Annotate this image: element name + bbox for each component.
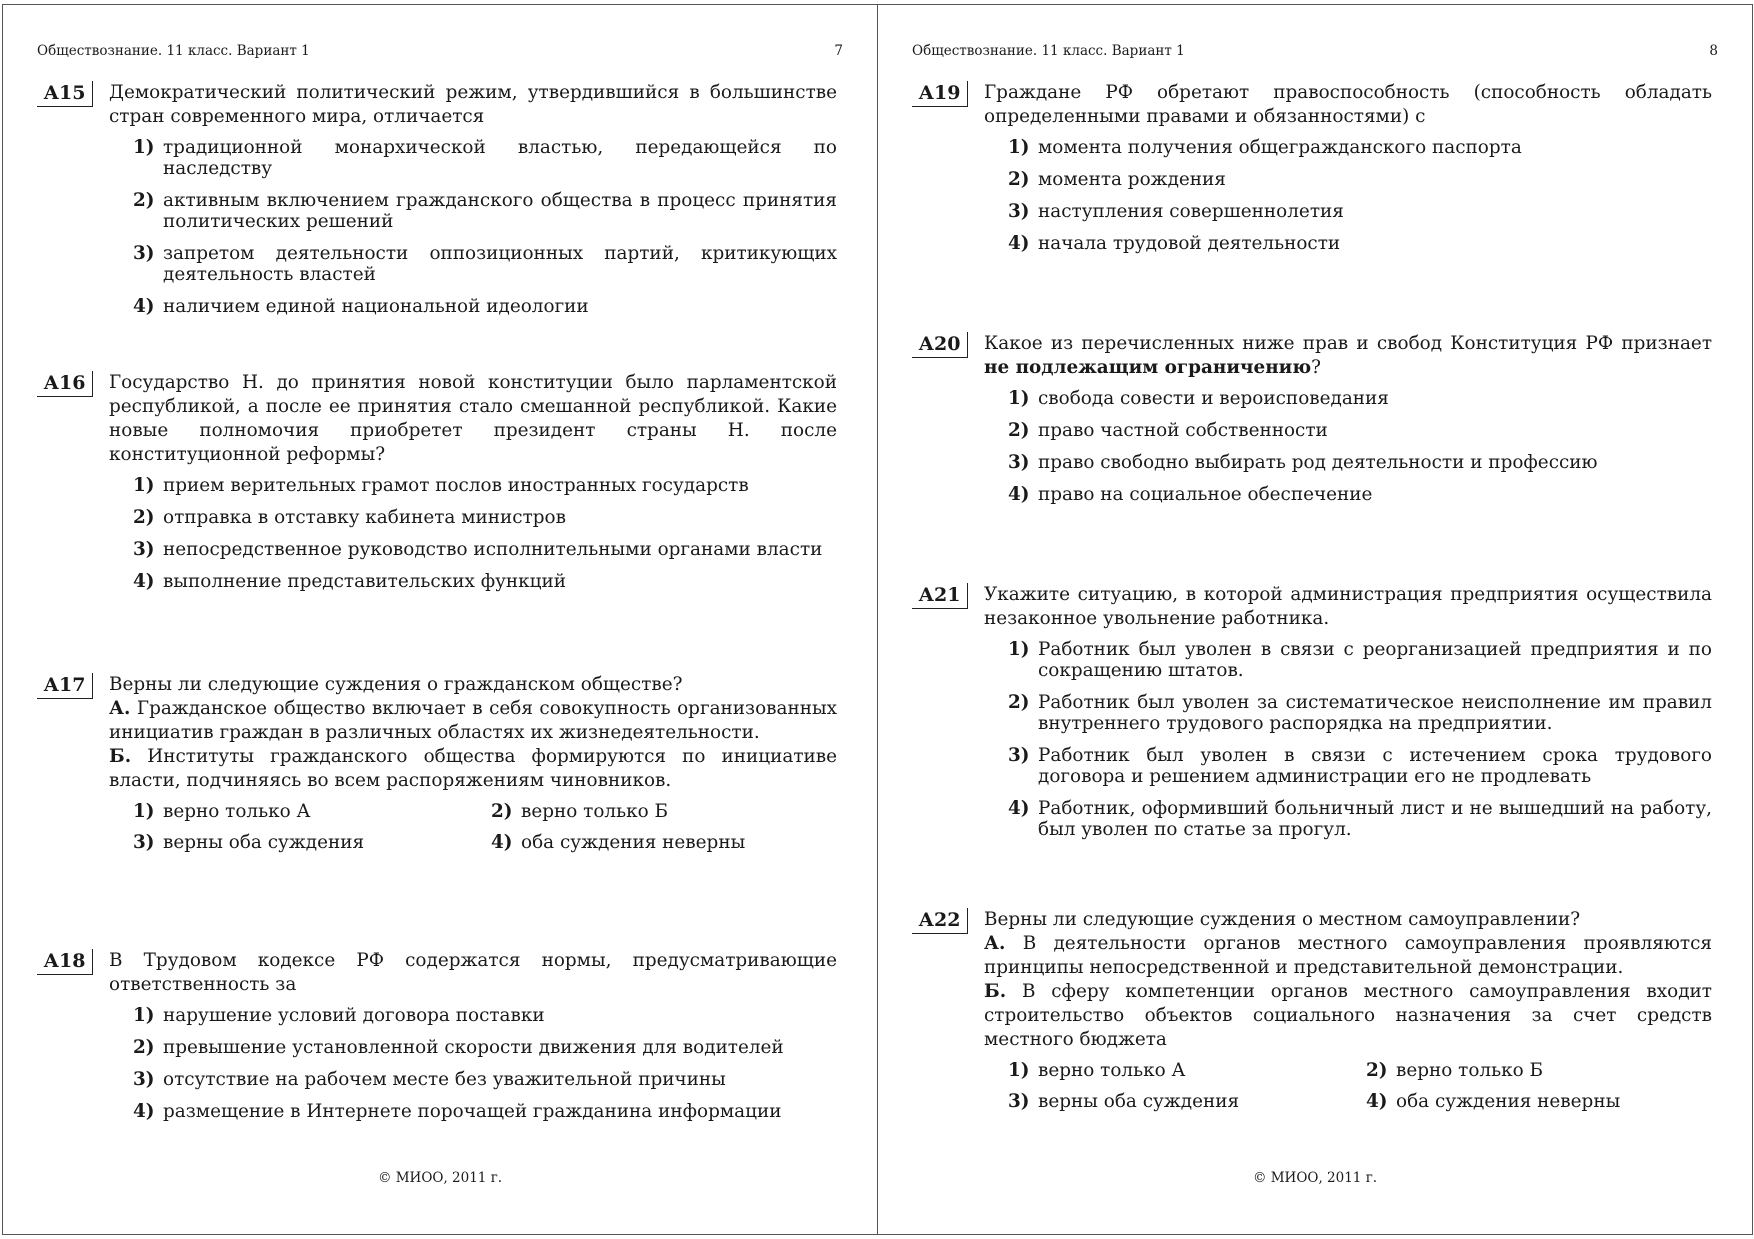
answer-option[interactable]: 1) нарушение условий договора поставки <box>133 1005 545 1026</box>
statement-b: Б. Институты гражданского общества формируются по инициативе власти, подчиняясь во всем распоряжениям чиновников. <box>109 746 837 791</box>
answer-option[interactable]: 4) Работник, оформивший больничный лист и не вышедший на работу, был уволен по статье за прогул. <box>1008 798 1712 840</box>
answer-option[interactable]: 3) Работник был уволен в связи с истечением срока трудового договора и решением администрации его не продлевать <box>1008 745 1712 787</box>
question-number: А21 <box>912 583 968 609</box>
answer-option[interactable]: 4) оба суждения неверны <box>1366 1091 1621 1112</box>
answer-options <box>1008 1060 1712 1112</box>
answer-option[interactable]: 4) оба суждения неверны <box>491 832 746 853</box>
question-number: А15 <box>37 81 93 107</box>
answer-option[interactable]: 2) право частной собственности <box>1008 420 1328 441</box>
question-stem: Государство Н. до принятия новой конституции было парламентской республикой, а после ее принятия стало смешанной республикой. Какие новые полномочия приобретет президент страны Н. после конституционной реформы? <box>109 372 837 465</box>
question-a18 <box>37 949 837 1133</box>
question-stem: Граждане РФ обретают правоспособность (способность обладать определенными правами и обязанностями) с <box>984 82 1712 127</box>
emphasis: не подлежащим ограничению <box>984 357 1312 378</box>
answer-options <box>1008 639 1712 840</box>
statement-a: А. В деятельности органов местного самоуправления проявляются принципы непосредственной и представительной демонстрации. <box>984 933 1712 978</box>
answer-option[interactable]: 1) традиционной монархической властью, передающейся по наследству <box>133 137 837 179</box>
answer-option[interactable]: 1) прием верительных грамот послов иностранных государств <box>133 475 749 496</box>
answer-option[interactable]: 2) Работник был уволен за систематическое неисполнение им правил внутреннего трудового распорядка на предприятии. <box>1008 692 1712 734</box>
answer-option[interactable]: 3) верны оба суждения <box>133 832 365 853</box>
question-number: А20 <box>912 332 968 358</box>
page-header <box>37 43 843 63</box>
answer-option[interactable]: 3) верны оба суждения <box>1008 1091 1240 1112</box>
answer-option[interactable]: 4) наличием единой национальной идеологии <box>133 296 589 317</box>
header-title: Обществознание. 11 класс. Вариант 1 <box>37 43 310 59</box>
answer-option[interactable]: 2) момента рождения <box>1008 169 1226 190</box>
answer-option[interactable]: 4) начала трудовой деятельности <box>1008 233 1341 254</box>
page-footer: © МИОО, 2011 г. <box>377 1170 503 1186</box>
answer-options <box>133 137 837 317</box>
answer-option[interactable]: 1) Работник был уволен в связи с реорганизацией предприятия и по сокращению штатов. <box>1008 639 1712 681</box>
question-number: А16 <box>37 371 93 397</box>
question-stem: Какое из перечисленных ниже прав и свобод Конституция РФ признает не подлежащим ограничению? <box>984 333 1712 378</box>
question-a19 <box>912 81 1712 265</box>
answer-option[interactable]: 4) право на социальное обеспечение <box>1008 484 1373 505</box>
statement-a: А. Гражданское общество включает в себя совокупность организованных инициатив граждан в различных областях их жизнедеятельности. <box>109 698 837 743</box>
question-a17 <box>37 673 837 853</box>
answer-options <box>1008 137 1712 254</box>
question-stem: Верны ли следующие суждения о гражданском обществе? <box>109 674 683 695</box>
answer-option[interactable]: 2) активным включением гражданского общества в процесс принятия политических решений <box>133 190 837 232</box>
answer-option[interactable]: 3) запретом деятельности оппозиционных партий, критикующих деятельность властей <box>133 243 837 285</box>
answer-options <box>133 475 837 592</box>
header-title: Обществознание. 11 класс. Вариант 1 <box>912 43 1185 59</box>
answer-option[interactable]: 2) превышение установленной скорости движения для водителей <box>133 1037 784 1058</box>
page-number: 7 <box>834 43 843 59</box>
question-stem: Верны ли следующие суждения о местном самоуправлении? <box>984 909 1581 930</box>
answer-option[interactable]: 3) наступления совершеннолетия <box>1008 201 1344 222</box>
answer-option[interactable]: 1) верно только А <box>133 801 311 822</box>
question-a20 <box>912 332 1712 516</box>
answer-option[interactable]: 4) выполнение представительских функций <box>133 571 567 592</box>
answer-options <box>1008 388 1712 505</box>
page-header <box>912 43 1718 63</box>
answer-option[interactable]: 1) момента получения общегражданского паспорта <box>1008 137 1522 158</box>
question-a16 <box>37 371 837 603</box>
question-stem: Демократический политический режим, утвердившийся в большинстве стран современного мира, отличается <box>109 82 837 127</box>
answer-option[interactable]: 3) право свободно выбирать род деятельности и профессию <box>1008 452 1598 473</box>
answer-options <box>133 1005 837 1122</box>
question-a15 <box>37 81 837 328</box>
question-a21 <box>912 583 1712 851</box>
question-number: А17 <box>37 673 93 699</box>
answer-option[interactable]: 2) верно только Б <box>491 801 669 822</box>
question-stem: В Трудовом кодексе РФ содержатся нормы, предусматривающие ответственность за <box>109 950 837 995</box>
right-page <box>877 4 1753 1235</box>
answer-option[interactable]: 4) размещение в Интернете порочащей гражданина информации <box>133 1101 782 1122</box>
page-number: 8 <box>1709 43 1718 59</box>
question-number: А18 <box>37 949 93 975</box>
answer-option[interactable]: 2) отправка в отставку кабинета министров <box>133 507 566 528</box>
answer-option[interactable]: 2) верно только Б <box>1366 1060 1544 1081</box>
answer-options <box>133 801 837 853</box>
answer-option[interactable]: 3) непосредственное руководство исполнительными органами власти <box>133 539 823 560</box>
question-number: А22 <box>912 908 968 934</box>
question-a22 <box>912 908 1712 1112</box>
answer-option[interactable]: 1) свобода совести и вероисповедания <box>1008 388 1389 409</box>
question-stem: Укажите ситуацию, в которой администрация предприятия осуществила незаконное увольнение работника. <box>984 584 1712 629</box>
page-footer: © МИОО, 2011 г. <box>1252 1170 1378 1186</box>
question-number: А19 <box>912 81 968 107</box>
statement-b: Б. В сферу компетенции органов местного самоуправления входит строительство объектов социального назначения за счет средств местного бюджета <box>984 981 1712 1050</box>
answer-option[interactable]: 1) верно только А <box>1008 1060 1186 1081</box>
left-page <box>2 4 878 1235</box>
answer-option[interactable]: 3) отсутствие на рабочем месте без уважительной причины <box>133 1069 726 1090</box>
